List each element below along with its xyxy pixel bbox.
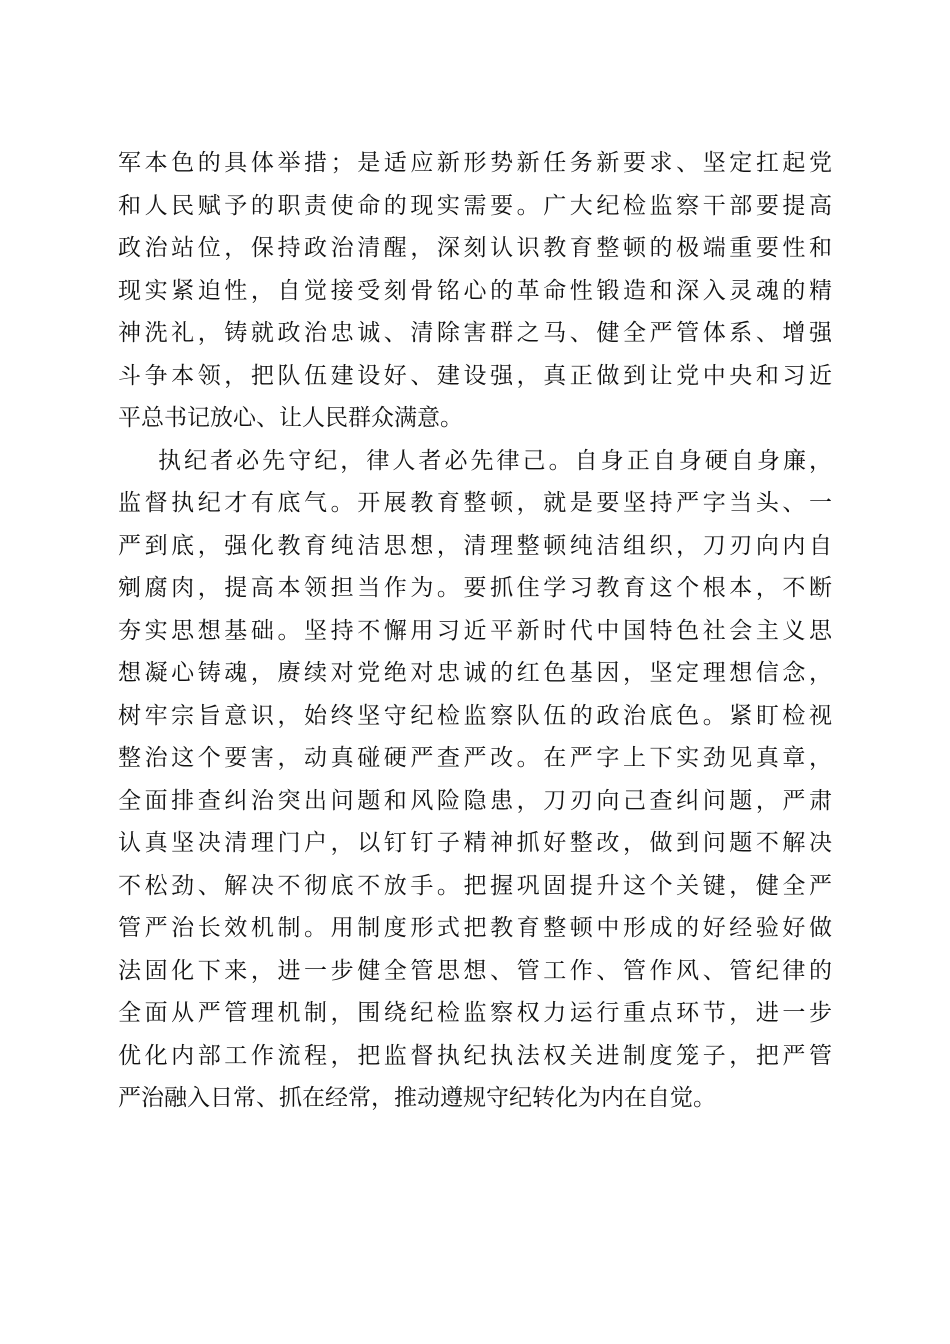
text-line: 神洗礼，铸就政治忠诚、清除害群之马、健全严管体系、增强 — [118, 320, 832, 346]
text-line: 全面从严管理机制，围绕纪检监察权力运行重点环节，进一步 — [118, 1000, 832, 1026]
text-line: 管严治长效机制。用制度形式把教育整顿中形成的好经验好做 — [118, 915, 832, 941]
paragraph-2 — [118, 440, 832, 1120]
text-line: 执纪者必先守纪，律人者必先律己。自身正自身硬自身廉， — [158, 447, 832, 474]
text-line: 和人民赋予的职责使命的现实需要。广大纪检监察干部要提高 — [118, 192, 832, 219]
text-line: 严治融入日常、抓在经常，推动遵规守纪转化为内在自觉。 — [118, 1085, 716, 1111]
text-line: 夯实思想基础。坚持不懈用习近平新时代中国特色社会主义思 — [118, 617, 832, 644]
text-line: 平总书记放心、让人民群众满意。 — [118, 405, 463, 431]
text-line: 法固化下来，进一步健全管思想、管工作、管作风、管纪律的 — [118, 957, 832, 984]
document-body — [118, 142, 832, 1120]
text-line: 整治这个要害，动真碰硬严查严改。在严字上下实劲见真章， — [118, 745, 832, 771]
text-line: 不松劲、解决不彻底不放手。把握巩固提升这个关键，健全严 — [118, 872, 832, 899]
text-line: 想凝心铸魂，赓续对党绝对忠诚的红色基因，坚定理想信念， — [118, 660, 832, 686]
text-line: 认真坚决清理门户，以钉钉子精神抓好整改，做到问题不解决 — [118, 830, 832, 856]
text-line: 严到底，强化教育纯洁思想，清理整顿纯洁组织，刀刃向内自 — [118, 532, 832, 559]
text-line: 监督执纪才有底气。开展教育整顿，就是要坚持严字当头、一 — [118, 490, 832, 516]
text-line: 斗争本领，把队伍建设好、建设强，真正做到让党中央和习近 — [118, 362, 832, 389]
text-line: 全面排查纠治突出问题和风险隐患，刀刃向己查纠问题，严肃 — [118, 787, 832, 814]
text-line: 军本色的具体举措；是适应新形势新任务新要求、坚定扛起党 — [118, 150, 832, 176]
text-line: 剜腐肉，提高本领担当作为。要抓住学习教育这个根本，不断 — [118, 575, 832, 601]
text-line: 政治站位，保持政治清醒，深刻认识教育整顿的极端重要性和 — [118, 235, 832, 261]
text-line: 现实紧迫性，自觉接受刻骨铭心的革命性锻造和深入灵魂的精 — [118, 277, 832, 304]
text-line: 优化内部工作流程，把监督执纪执法权关进制度笼子，把严管 — [118, 1042, 832, 1069]
paragraph-1 — [118, 142, 832, 440]
text-line: 树牢宗旨意识，始终坚守纪检监察队伍的政治底色。紧盯检视 — [118, 702, 832, 729]
